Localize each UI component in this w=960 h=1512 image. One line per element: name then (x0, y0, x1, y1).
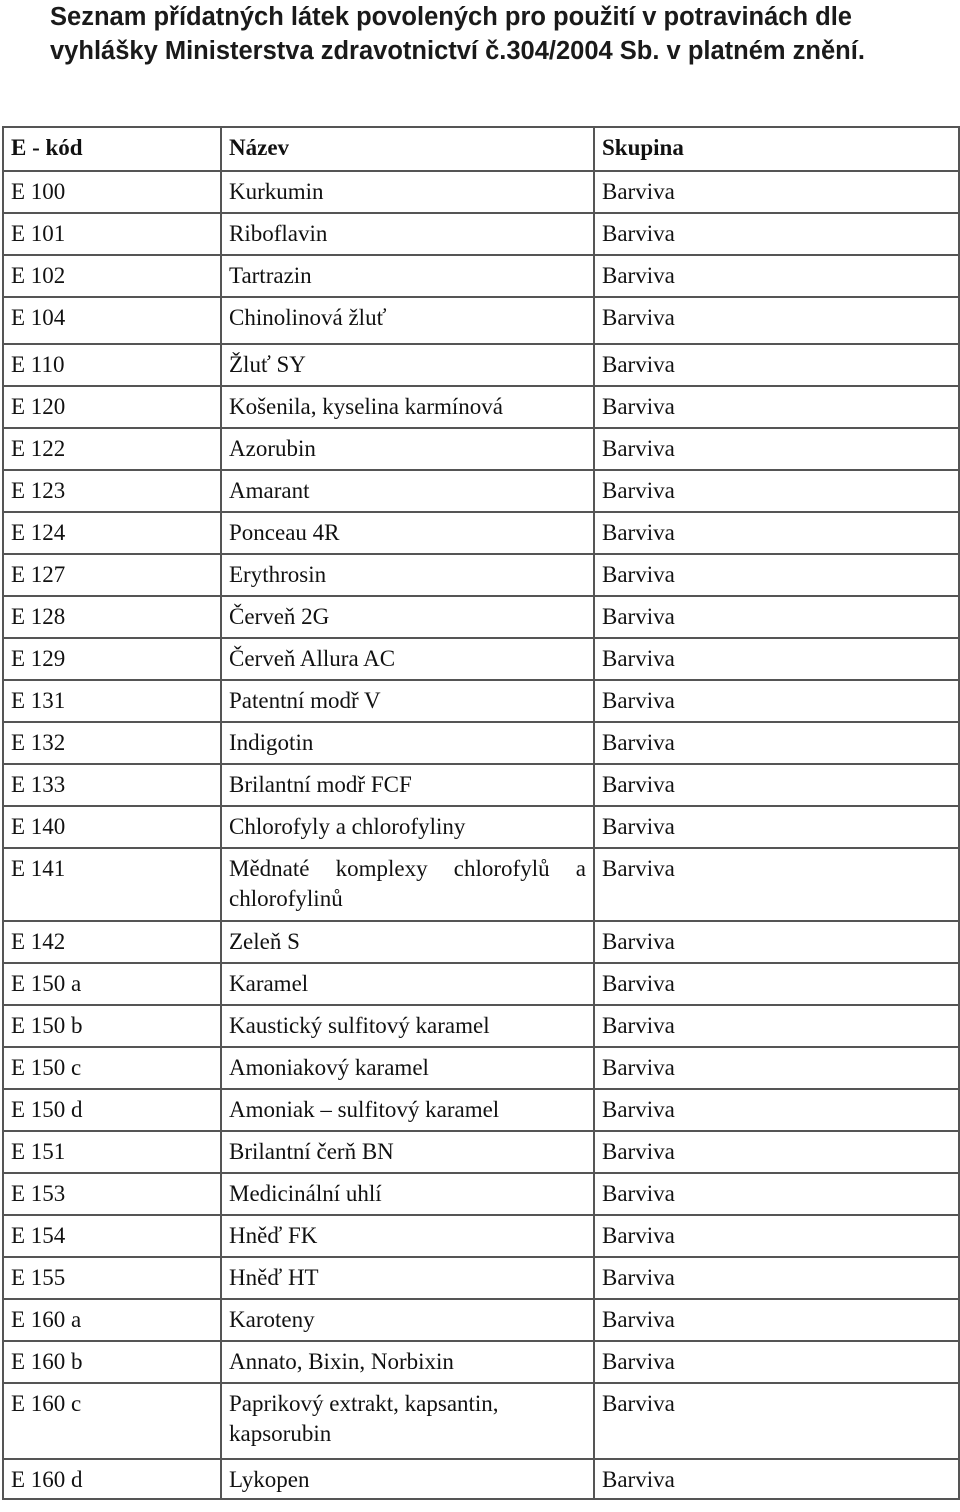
cell-group: Barviva (594, 806, 959, 848)
cell-name: Lykopen (221, 1459, 594, 1499)
cell-code: E 110 (3, 344, 221, 386)
cell-group: Barviva (594, 764, 959, 806)
cell-name: Amoniakový karamel (221, 1047, 594, 1089)
cell-code: E 141 (3, 848, 221, 921)
cell-name: Brilantní modř FCF (221, 764, 594, 806)
table-row (3, 386, 959, 428)
cell-group: Barviva (594, 344, 959, 386)
cell-name: Červeň Allura AC (221, 638, 594, 680)
cell-code: E 150 a (3, 963, 221, 1005)
cell-code: E 155 (3, 1257, 221, 1299)
table-row (3, 848, 959, 921)
cell-group: Barviva (594, 386, 959, 428)
cell-code: E 122 (3, 428, 221, 470)
cell-name: Chlorofyly a chlorofyliny (221, 806, 594, 848)
cell-group: Barviva (594, 1257, 959, 1299)
cell-code: E 131 (3, 680, 221, 722)
cell-group: Barviva (594, 1459, 959, 1499)
table-row (3, 213, 959, 255)
table-row (3, 638, 959, 680)
cell-code: E 140 (3, 806, 221, 848)
table-row (3, 171, 959, 213)
cell-code: E 160 d (3, 1459, 221, 1499)
cell-group: Barviva (594, 921, 959, 963)
table-row (3, 1215, 959, 1257)
table-row (3, 1459, 959, 1499)
table-row (3, 596, 959, 638)
page-title-line-1: Seznam přídatných látek povolených pro použití v potravinách dle (50, 3, 852, 31)
table-row (3, 921, 959, 963)
cell-name: Paprikový extrakt, kapsantin, kapsorubin (221, 1383, 594, 1459)
cell-group: Barviva (594, 1089, 959, 1131)
cell-name: Košenila, kyselina karmínová (221, 386, 594, 428)
additives-table (2, 126, 960, 1500)
cell-code: E 142 (3, 921, 221, 963)
cell-name: Patentní modř V (221, 680, 594, 722)
table-row (3, 1131, 959, 1173)
cell-group: Barviva (594, 213, 959, 255)
cell-group: Barviva (594, 470, 959, 512)
cell-code: E 154 (3, 1215, 221, 1257)
cell-name: Žluť SY (221, 344, 594, 386)
header-row (3, 127, 959, 171)
header-name: Název (221, 127, 594, 171)
cell-name: Azorubin (221, 428, 594, 470)
cell-code: E 127 (3, 554, 221, 596)
cell-group: Barviva (594, 297, 959, 344)
cell-code: E 133 (3, 764, 221, 806)
cell-code: E 120 (3, 386, 221, 428)
cell-group: Barviva (594, 1215, 959, 1257)
table-row (3, 722, 959, 764)
cell-name: Amoniak – sulfitový karamel (221, 1089, 594, 1131)
cell-name: Zeleň S (221, 921, 594, 963)
cell-name: Chinolinová žluť (221, 297, 594, 344)
header-group: Skupina (594, 127, 959, 171)
cell-code: E 132 (3, 722, 221, 764)
cell-code: E 123 (3, 470, 221, 512)
cell-code: E 129 (3, 638, 221, 680)
cell-name: Erythrosin (221, 554, 594, 596)
cell-group: Barviva (594, 638, 959, 680)
cell-group: Barviva (594, 1383, 959, 1459)
cell-name: Amarant (221, 470, 594, 512)
table-row (3, 1257, 959, 1299)
cell-name: Červeň 2G (221, 596, 594, 638)
cell-name: Hněď FK (221, 1215, 594, 1257)
table-body (3, 171, 959, 1499)
cell-name: Kurkumin (221, 171, 594, 213)
table-row (3, 1341, 959, 1383)
cell-group: Barviva (594, 722, 959, 764)
table-row (3, 1173, 959, 1215)
cell-group: Barviva (594, 848, 959, 921)
table-row (3, 1299, 959, 1341)
cell-code: E 102 (3, 255, 221, 297)
cell-group: Barviva (594, 963, 959, 1005)
cell-code: E 124 (3, 512, 221, 554)
cell-name: Hněď HT (221, 1257, 594, 1299)
table-row (3, 297, 959, 344)
cell-code: E 153 (3, 1173, 221, 1215)
table-row (3, 554, 959, 596)
cell-name: Tartrazin (221, 255, 594, 297)
cell-group: Barviva (594, 512, 959, 554)
table-row (3, 680, 959, 722)
cell-name: Mědnaté komplexy chlorofylů a chlorofylinů (221, 848, 594, 921)
page-title-line-2: vyhlášky Ministerstva zdravotnictví č.304/2004 Sb. v platném znění. (50, 37, 865, 65)
cell-group: Barviva (594, 428, 959, 470)
table-row (3, 764, 959, 806)
cell-group: Barviva (594, 1005, 959, 1047)
table-row (3, 963, 959, 1005)
cell-group: Barviva (594, 255, 959, 297)
table-row (3, 806, 959, 848)
cell-code: E 150 d (3, 1089, 221, 1131)
cell-name: Ponceau 4R (221, 512, 594, 554)
cell-name: Annato, Bixin, Norbixin (221, 1341, 594, 1383)
cell-group: Barviva (594, 1341, 959, 1383)
cell-name: Brilantní čerň BN (221, 1131, 594, 1173)
cell-group: Barviva (594, 1173, 959, 1215)
table-row (3, 1089, 959, 1131)
cell-code: E 150 c (3, 1047, 221, 1089)
cell-name: Riboflavin (221, 213, 594, 255)
cell-code: E 160 c (3, 1383, 221, 1459)
cell-code: E 101 (3, 213, 221, 255)
cell-group: Barviva (594, 171, 959, 213)
table-row (3, 1383, 959, 1459)
cell-name: Kaustický sulfitový karamel (221, 1005, 594, 1047)
cell-code: E 150 b (3, 1005, 221, 1047)
cell-code: E 160 b (3, 1341, 221, 1383)
cell-code: E 151 (3, 1131, 221, 1173)
cell-code: E 104 (3, 297, 221, 344)
table-row (3, 512, 959, 554)
table-row (3, 1047, 959, 1089)
cell-code: E 100 (3, 171, 221, 213)
table-header (3, 127, 959, 171)
cell-name: Karamel (221, 963, 594, 1005)
table-row (3, 255, 959, 297)
cell-group: Barviva (594, 680, 959, 722)
table-row (3, 1005, 959, 1047)
table-row (3, 344, 959, 386)
cell-group: Barviva (594, 596, 959, 638)
table-row (3, 428, 959, 470)
cell-code: E 160 a (3, 1299, 221, 1341)
cell-name: Karoteny (221, 1299, 594, 1341)
cell-code: E 128 (3, 596, 221, 638)
table-row (3, 470, 959, 512)
cell-name: Indigotin (221, 722, 594, 764)
cell-group: Barviva (594, 1131, 959, 1173)
cell-name: Medicinální uhlí (221, 1173, 594, 1215)
cell-group: Barviva (594, 1047, 959, 1089)
page-title (50, 0, 950, 68)
header-code: E - kód (3, 127, 221, 171)
cell-group: Barviva (594, 1299, 959, 1341)
cell-group: Barviva (594, 554, 959, 596)
